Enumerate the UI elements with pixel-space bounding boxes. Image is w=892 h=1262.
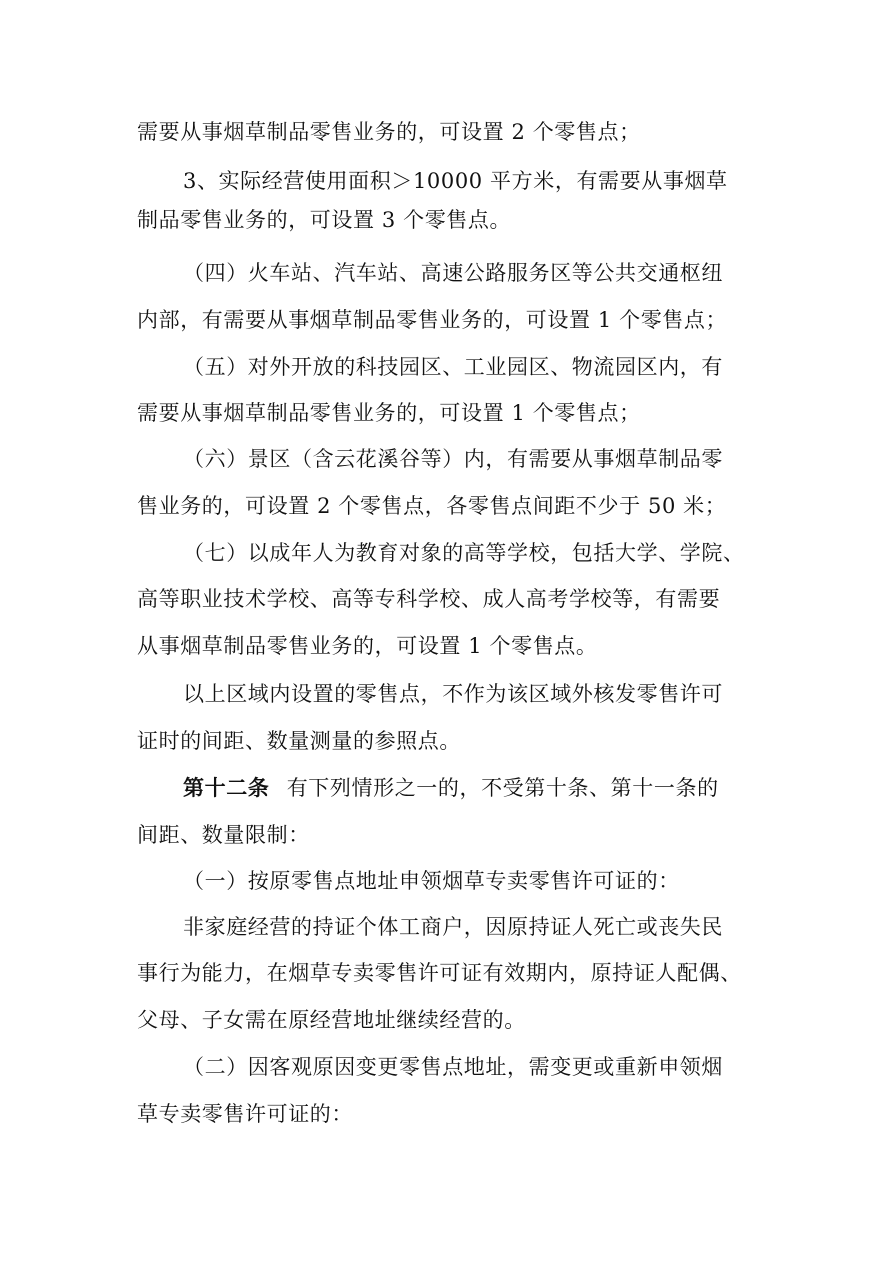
text-line: 事行为能力，在烟草专卖零售许可证有效期内，原持证人配偶、 xyxy=(137,961,742,985)
text-line: 需要从事烟草制品零售业务的，可设置 1 个零售点； xyxy=(137,401,641,425)
text-line: 售业务的，可设置 2 个零售点，各零售点间距不少于 50 米； xyxy=(137,494,727,518)
text-line: 制品零售业务的，可设置 3 个零售点。 xyxy=(137,208,512,232)
text-line: 需要从事烟草制品零售业务的，可设置 2 个零售点； xyxy=(137,120,641,144)
text-line: 内部，有需要从事烟草制品零售业务的，可设置 1 个零售点； xyxy=(137,308,728,332)
article-heading: 第十二条 xyxy=(183,776,270,800)
text-line: 草专卖零售许可证的： xyxy=(137,1102,353,1126)
text-line: 证时的间距、数量测量的参照点。 xyxy=(137,729,461,753)
text-line: （一）按原零售点地址申领烟草专卖零售许可证的： xyxy=(183,869,680,893)
article-line xyxy=(183,773,757,803)
text-line: 父母、子女需在原经营地址继续经营的。 xyxy=(137,1008,526,1032)
text-line: （四）火车站、汽车站、高速公路服务区等公共交通枢纽 xyxy=(183,261,723,285)
text-line: （五）对外开放的科技园区、工业园区、物流园区内，有 xyxy=(183,355,723,379)
text-line: 以上区域内设置的零售点，不作为该区域外核发零售许可 xyxy=(183,682,723,706)
text-line: 高等职业技术学校、高等专科学校、成人高考学校等，有需要 xyxy=(137,587,721,611)
text-line: （七）以成年人为教育对象的高等学校，包括大学、学院、 xyxy=(183,541,745,565)
text-line: 非家庭经营的持证个体工商户，因原持证人死亡或丧失民 xyxy=(183,915,723,939)
text-line: 从事烟草制品零售业务的，可设置 1 个零售点。 xyxy=(137,634,598,658)
text-line: 间距、数量限制： xyxy=(137,823,310,847)
article-text: 有下列情形之一的，不受第十条、第十一条的 xyxy=(286,776,719,800)
text-line: （二）因客观原因变更零售点地址，需变更或重新申领烟 xyxy=(183,1055,723,1079)
text-line: 3、实际经营使用面积＞10000 平方米，有需要从事烟草 xyxy=(183,169,728,193)
text-line: （六）景区（含云花溪谷等）内，有需要从事烟草制品零 xyxy=(183,447,723,471)
